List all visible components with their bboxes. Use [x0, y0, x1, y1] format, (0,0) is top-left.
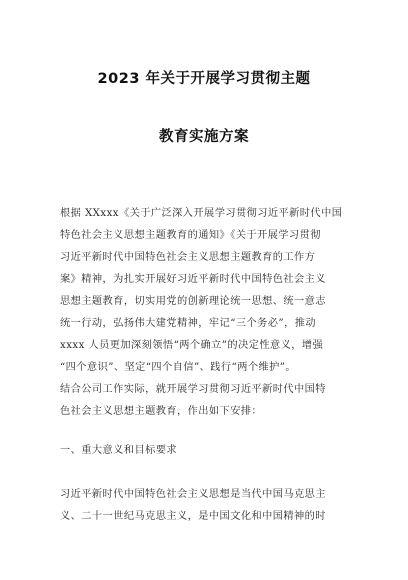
section-heading: 一、重大意义和目标要求 — [60, 445, 178, 456]
intro-paragraph-line-3: 习近平新时代中国特色社会主义思想主题教育的工作方 — [60, 252, 316, 263]
intro-paragraph-line-4: 案》精神，为扎实开展好习近平新时代中国特色社会主义 — [60, 274, 326, 285]
document-title-line-2: 教育实施方案 — [159, 129, 249, 145]
intro-paragraph-line-8: “四个意识”、坚定“四个自信”、践行“两个维护”。 — [60, 362, 297, 373]
intro-paragraph-line-7: xxxx 人员更加深刻领悟“两个确立”的决定性意义，增强 — [60, 340, 324, 351]
intro-paragraph-line-2: 特色社会主义思想主题教育的通知》《关于开展学习贯彻 — [60, 230, 321, 241]
intro-paragraph-line-5: 思想主题教育，切实用党的创新理论统一思想、统一意志 — [60, 296, 326, 307]
intro-paragraph-line-6: 统一行动，弘扬伟大建党精神，牢记“三个务必”，推动 — [60, 318, 316, 329]
section-paragraph-line-1: 习近平新时代中国特色社会主义思想是当代中国马克思主 — [60, 489, 326, 500]
intro-paragraph-line-10: 色社会主义思想主题教育，作出如下安排： — [60, 406, 263, 417]
document-title-line-1: 2023 年关于开展学习贯彻主题 — [97, 71, 311, 87]
intro-paragraph-line-9: 结合公司工作实际，就开展学习贯彻习近平新时代中国特 — [60, 384, 326, 395]
intro-paragraph-line-1: 根据 XXxxx《关于广泛深入开展学习贯彻习近平新时代中国 — [60, 208, 343, 219]
section-paragraph-line-2: 义、二十一世纪马克思主义，是中国文化和中国精神的时 — [60, 511, 326, 522]
